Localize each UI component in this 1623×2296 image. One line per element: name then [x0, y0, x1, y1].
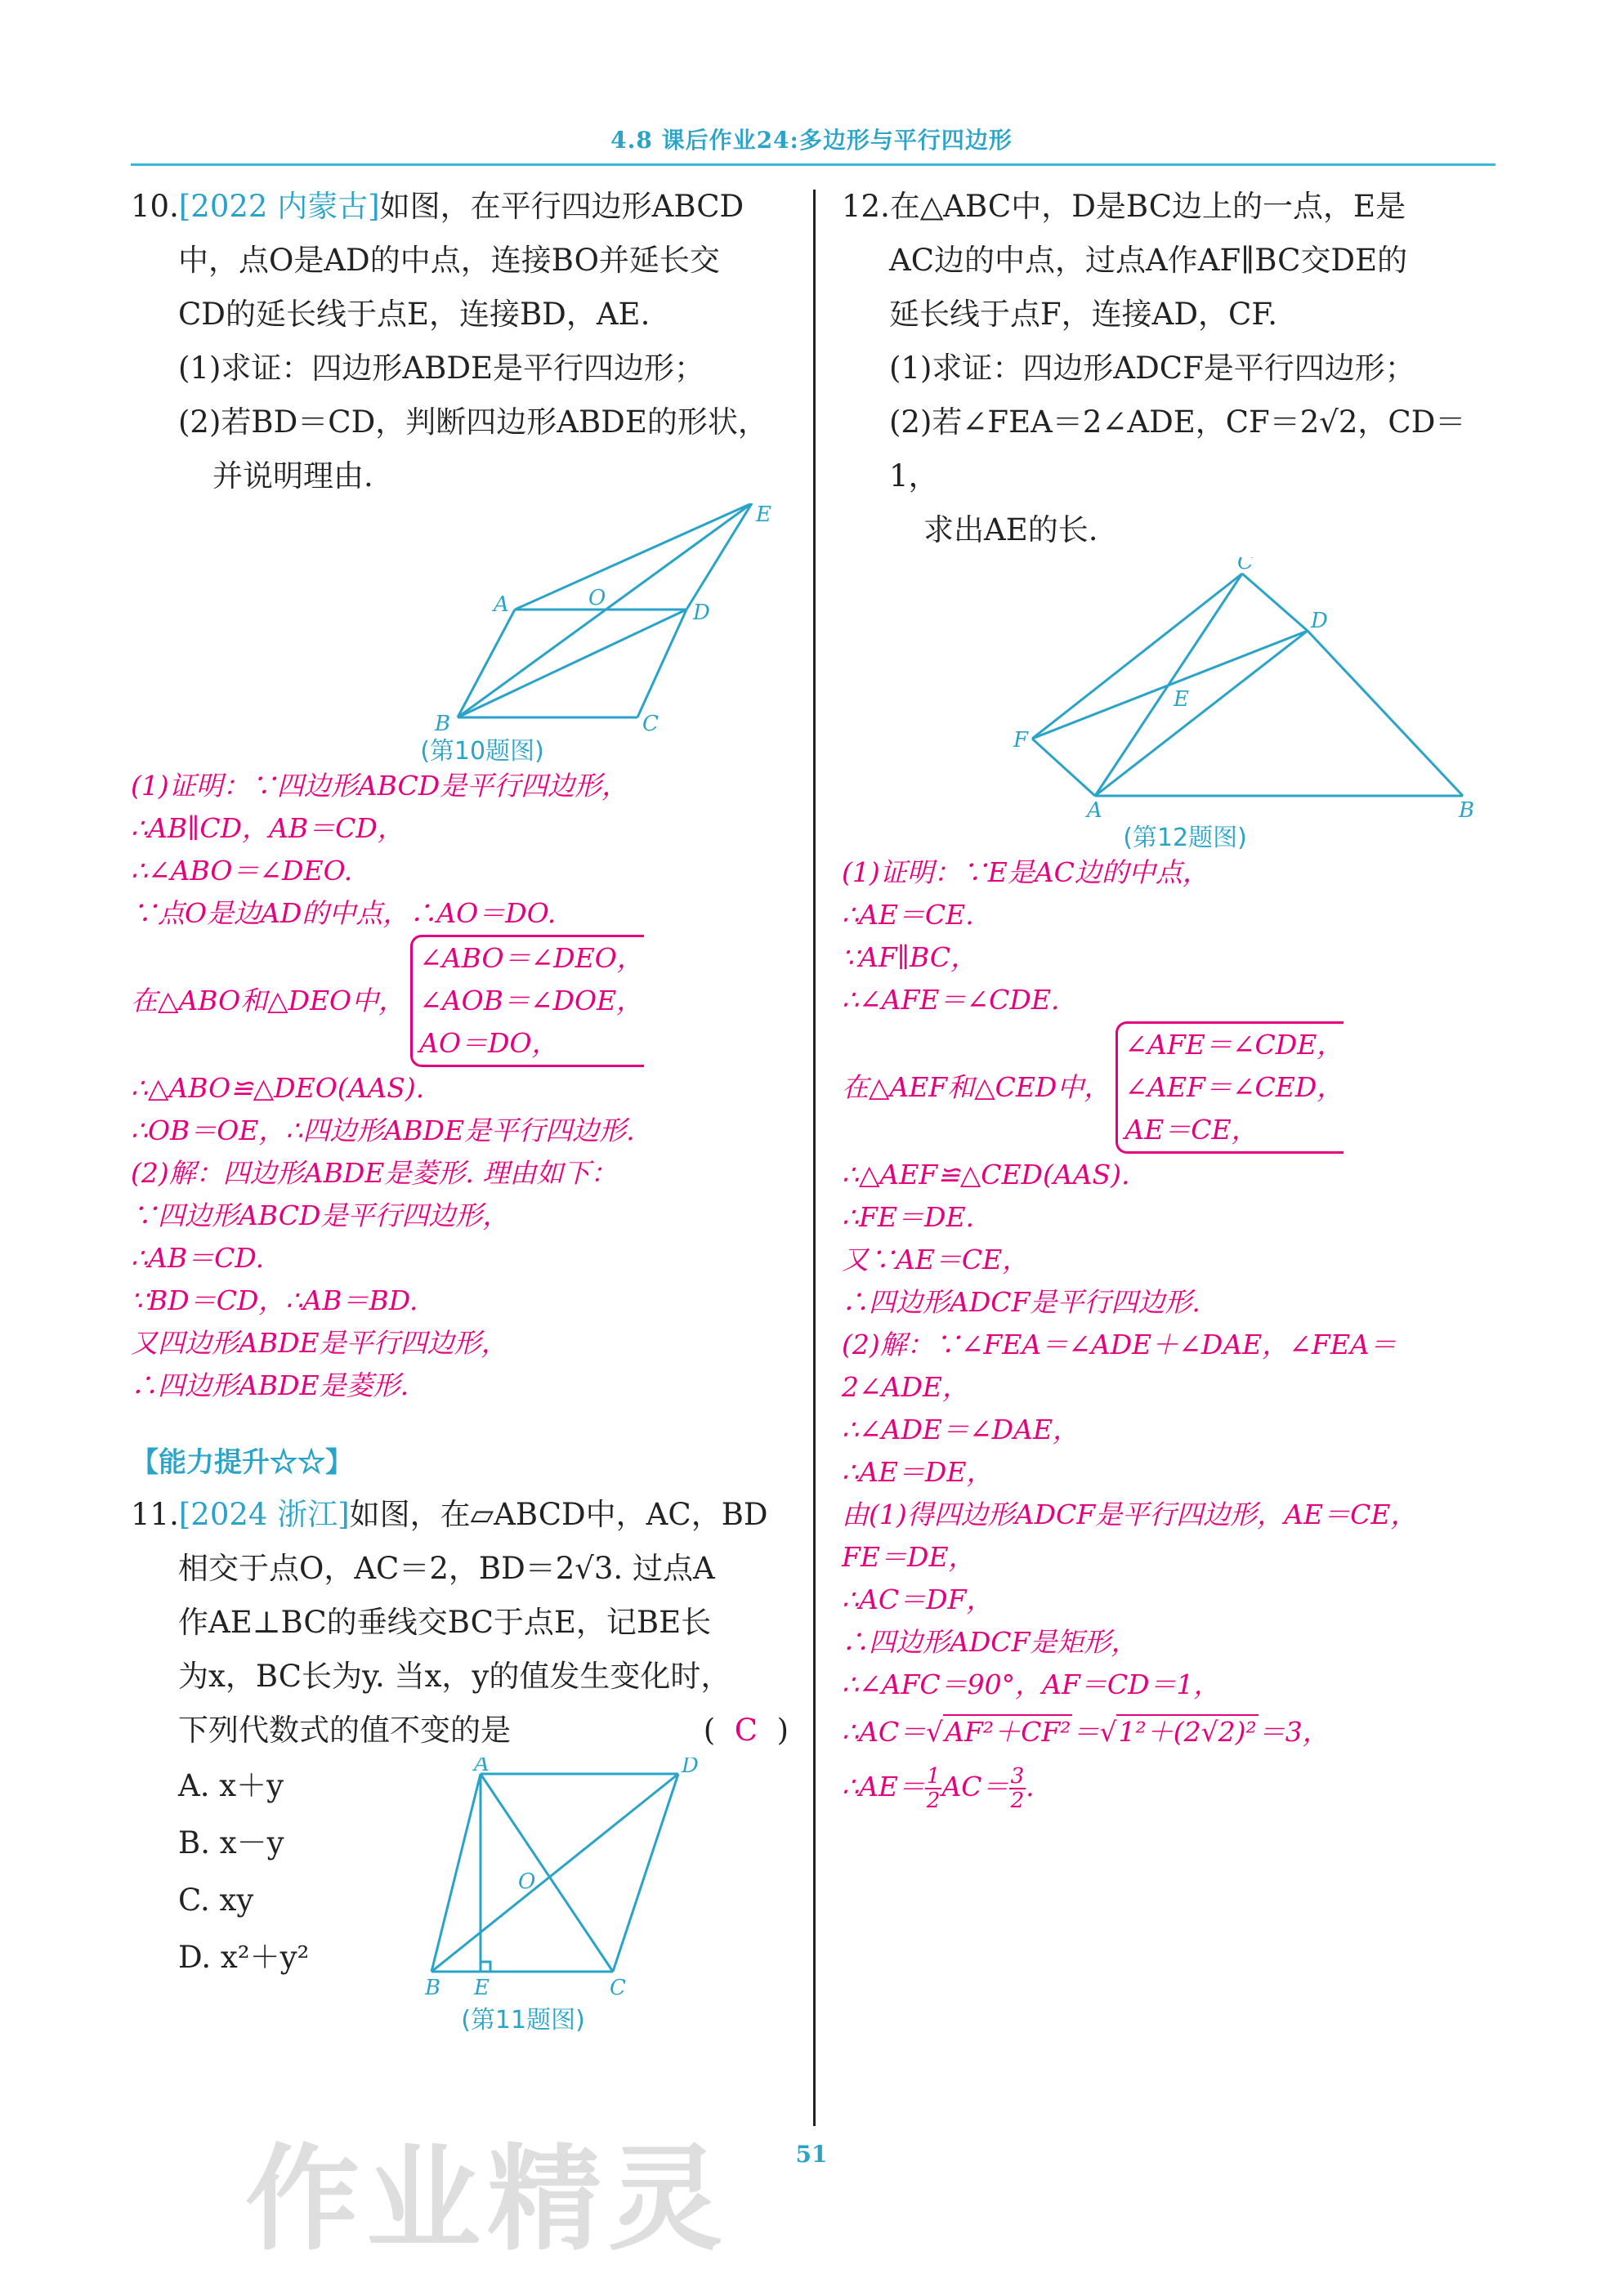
q10-answer — [131, 765, 789, 1407]
fig11-label-a: A — [474, 1758, 490, 1776]
q10-brace — [410, 935, 644, 1067]
section-title: 【能力提升☆☆】 — [131, 1446, 353, 1479]
q11-number: 11. — [131, 1497, 179, 1532]
q12-brace-1: ∠AFE＝∠CDE， — [1124, 1029, 1344, 1061]
q10-brace-3: AO＝DO， — [419, 1027, 559, 1059]
q10-part1: (1)求证：四边形ABDE是平行四边形； — [178, 351, 704, 386]
q12-ans-16: ∴AC＝DF， — [842, 1584, 994, 1615]
fig11-line-ab — [431, 1774, 481, 1972]
watermark: 作业精灵 — [245, 2133, 730, 2267]
q11-line5: 下列代数式的值不变的是 — [178, 1713, 511, 1748]
fig11-line-ac — [481, 1774, 613, 1972]
fig10-label-o: O — [588, 586, 606, 610]
q11-source: [2024 浙江] — [178, 1497, 350, 1532]
fig11-label-d: D — [682, 1758, 699, 1778]
q12-brace — [1116, 1021, 1344, 1154]
fig12-label-e: E — [1174, 687, 1189, 712]
q10-ans-5-prefix: 在△ABO和△DEO中， — [131, 985, 406, 1016]
q12-ans-1: (1)证明：∵E是AC边的中点， — [842, 856, 1209, 888]
q10-line1: 如图，在平行四边形ABCD — [379, 189, 744, 224]
fig10-label-c: C — [642, 712, 659, 732]
q12-answer — [842, 851, 1496, 1816]
q11-choices — [131, 1758, 368, 2060]
q10-ans-7: ∴OB＝OE，∴四边形ABDE是平行四边形. — [131, 1114, 635, 1146]
q12-ans-brace-row — [842, 1021, 1496, 1154]
q10-caption: (第10题图) — [420, 737, 544, 766]
q11-choice-d: D. x²＋y² — [178, 1940, 310, 1975]
q12-part1: (1)求证：四边形ADCF是平行四边形； — [889, 351, 1415, 386]
q10-ans-brace-row — [131, 935, 789, 1067]
q10-line2: 中，点O是AD的中点，连接BO并延长交 — [178, 243, 720, 278]
q10-number: 10. — [131, 189, 179, 224]
fig10-label-d: D — [693, 601, 710, 625]
q10-ans-6: ∴△ABO≌△DEO(AAS). — [131, 1072, 425, 1104]
q10-ans-10: ∴AB＝CD. — [131, 1242, 265, 1274]
q12-line3: 延长线于点F，连接AD，CF. — [889, 297, 1278, 332]
column-divider — [813, 190, 816, 2126]
q11-caption: (第11题图) — [461, 2006, 585, 2035]
q12-ans-14: 由(1)得四边形ADCF是平行四边形，AE＝CE， — [842, 1499, 1418, 1530]
q12-ans-7: ∴FE＝DE. — [842, 1201, 975, 1233]
q12-ans-15: FE＝DE， — [842, 1541, 976, 1573]
fig12-label-d: D — [1311, 609, 1328, 633]
q10-ans-8: (2)解：四边形ABDE是菱形. 理由如下： — [131, 1157, 618, 1189]
left-column — [131, 180, 789, 2060]
q12-frac-1: $\frac{1}{2}$ — [926, 1764, 941, 1813]
fig12-line-db — [1308, 631, 1463, 796]
fig11-line-bd — [431, 1774, 678, 1972]
figure-12 — [842, 557, 1496, 851]
q10-ans-2: ∴AB∥CD，AB＝CD， — [131, 812, 405, 844]
figure-10 — [131, 503, 789, 765]
fig11-line-dc — [613, 1774, 678, 1972]
q10-ans-9: ∵四边形ABCD是平行四边形， — [131, 1199, 510, 1231]
figure-11-diagram — [368, 1758, 789, 2027]
q12-ans-13: ∴AE＝DE， — [842, 1456, 994, 1488]
q12-sqrt-2: 1²＋(2√2)² — [1118, 1716, 1257, 1748]
fig12-line-cd — [1242, 574, 1308, 631]
q12-ans-12: ∴∠ADE＝∠DAE， — [842, 1414, 1080, 1445]
header-rule — [131, 163, 1496, 166]
q11-line3: 作AE⊥BC的垂线交BC于点E，记BE长 — [178, 1605, 712, 1640]
q10-ans-1: (1)证明：∵四边形ABCD是平行四边形， — [131, 770, 629, 802]
fig12-label-a: A — [1087, 798, 1102, 819]
q10-ans-12: 又四边形ABDE是平行四边形， — [131, 1327, 508, 1359]
q12-caption: (第12题图) — [1123, 824, 1247, 852]
fig11-label-b: B — [425, 1976, 441, 2000]
fig10-label-b: B — [435, 712, 451, 732]
q10-line3: CD的延长线于点E，连接BD，AE. — [178, 297, 651, 332]
q12-frac-2: $\frac{3}{2}$ — [1010, 1764, 1025, 1813]
q10-ans-11: ∵BD＝CD，∴AB＝BD. — [131, 1284, 418, 1316]
q10-part2-a: (2)若BD＝CD，判断四边形ABDE的形状， — [178, 404, 768, 440]
q12-brace-2: ∠AEF＝∠CED， — [1124, 1071, 1344, 1103]
fig11-label-o: O — [518, 1869, 536, 1894]
q12-sqrt-1: AF²＋CF² — [945, 1716, 1071, 1748]
q12-ans-17: ∴四边形ADCF是矩形， — [842, 1626, 1138, 1658]
fig12-label-f: F — [1013, 728, 1029, 753]
page-number: 51 — [795, 2141, 828, 2168]
fig11-right-angle-mark — [481, 1962, 490, 1972]
question-12 — [842, 180, 1496, 557]
q12-line1: 在△ABC中，D是BC边上的一点，E是 — [889, 189, 1406, 224]
q12-ans-5-prefix: 在△AEF和△CED中， — [842, 1071, 1111, 1103]
q10-ans-13: ∴四边形ABDE是菱形. — [131, 1369, 409, 1401]
q12-part2-b: 求出AE的长. — [923, 512, 1098, 547]
q12-ans-10: (2)解：∵∠FEA＝∠ADE＋∠DAE，∠FEA＝ — [842, 1329, 1397, 1360]
q11-choice-b: B. x－y — [178, 1825, 284, 1860]
figure-12-diagram — [842, 557, 1496, 819]
fig10-line-dc — [637, 610, 686, 717]
fig11-label-c: C — [610, 1976, 626, 2000]
fig10-label-e: E — [756, 503, 771, 527]
fig10-label-a: A — [494, 592, 509, 617]
q11-answer-choice: C — [734, 1713, 758, 1748]
q12-brace-3: AE＝CE， — [1124, 1114, 1259, 1146]
q12-ans-20: ∴AE＝ $\frac{1}{2}$ AC＝ $\frac{3}{2}$ . — [842, 1764, 1035, 1813]
q12-ans-4: ∴∠AFE＝∠CDE. — [842, 984, 1060, 1016]
figure-10-diagram — [131, 503, 789, 732]
fig12-line-ad — [1095, 631, 1308, 796]
q12-line2: AC边的中点，过点A作AF∥BC交DE的 — [889, 243, 1408, 278]
fig12-label-c: C — [1237, 557, 1254, 574]
q10-ans-4: ∵点O是边AD的中点，∴AO＝DO. — [131, 897, 557, 929]
q12-ans-2: ∴AE＝CE. — [842, 899, 974, 931]
q10-ans-3: ∴∠ABO＝∠DEO. — [131, 855, 353, 887]
q12-number: 12. — [842, 189, 890, 224]
fig12-label-b: B — [1459, 798, 1475, 819]
q11-line4: 为x，BC长为y. 当x，y的值发生变化时， — [178, 1659, 731, 1694]
q11-choices-row — [131, 1758, 789, 2060]
question-10 — [131, 180, 789, 503]
q12-ans-6: ∴△AEF≌△CED(AAS). — [842, 1159, 1130, 1190]
q12-ans-11: 2∠ADE， — [842, 1371, 970, 1403]
q11-answer-paren: ( C ) — [703, 1713, 789, 1748]
q11-choice-a: A. x＋y — [178, 1768, 284, 1803]
q12-ans-9: ∴四边形ADCF是平行四边形. — [842, 1286, 1200, 1318]
question-11 — [131, 1488, 789, 1758]
q10-brace-1: ∠ABO＝∠DEO， — [419, 942, 644, 974]
fig12-line-fc — [1032, 574, 1242, 739]
q12-ans-19: ∴AC＝√AF²＋CF²＝√1²＋(2√2)²＝3， — [842, 1716, 1330, 1748]
q12-ans-8: 又∵AE＝CE， — [842, 1244, 1030, 1275]
q12-ans-18: ∴∠AFC＝90°，AF＝CD＝1， — [842, 1668, 1221, 1700]
right-column — [842, 180, 1496, 1816]
page-header-title: 4.8 课后作业24:多边形与平行四边形 — [610, 127, 1013, 154]
fig12-line-fa — [1032, 739, 1095, 796]
q12-ans-3: ∵AF∥BC， — [842, 941, 978, 973]
fig10-line-ae — [515, 503, 752, 610]
fig10-line-ab — [458, 610, 515, 717]
q10-brace-2: ∠AOB＝∠DOE， — [419, 985, 644, 1016]
q10-part2-b: 并说明理由. — [212, 458, 373, 494]
q12-part2-a: (2)若∠FEA＝2∠ADE，CF＝2√2，CD＝1， — [889, 404, 1466, 494]
fig12-line-fd — [1032, 631, 1308, 739]
q11-line1: 如图，在▱ABCD中，AC，BD — [349, 1497, 768, 1532]
q10-source: [2022 内蒙古] — [178, 189, 380, 224]
fig10-line-bd — [458, 610, 686, 717]
q11-line2: 相交于点O，AC＝2，BD＝2√3. 过点A — [178, 1551, 715, 1586]
q11-choice-c: C. xy — [178, 1883, 254, 1918]
figure-11 — [368, 1758, 789, 2060]
fig11-label-e: E — [474, 1976, 490, 2000]
